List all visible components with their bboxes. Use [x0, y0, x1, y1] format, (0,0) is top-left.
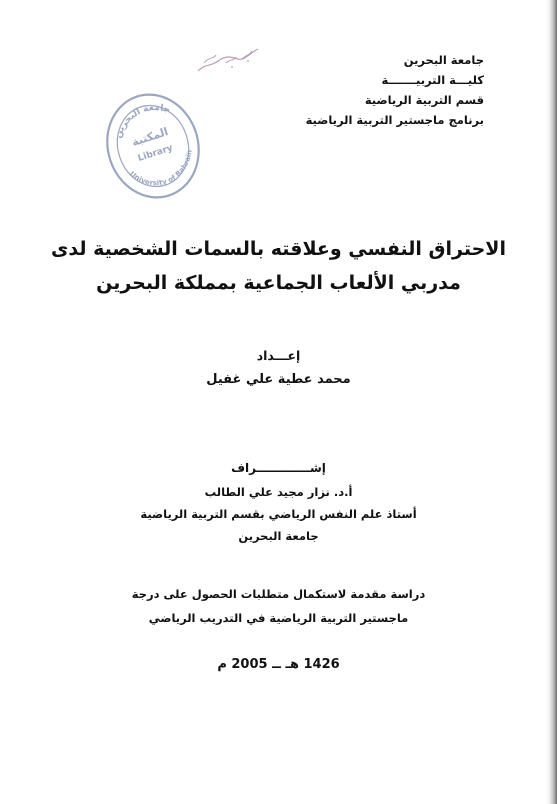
handwritten-annotation: [192, 45, 264, 75]
header-department: قسم التربية الرياضية: [364, 93, 484, 107]
author-name-text: محمد عطية علي غفيل: [206, 372, 351, 387]
title-line-1: الاحتراق النفسي وعلاقته بالسمات الشخصية لدى: [51, 238, 506, 260]
library-stamp: [102, 86, 204, 206]
supervisor-university: جامعة البحرين: [238, 529, 319, 543]
thesis-title: [0, 232, 557, 300]
supervisor-position: أستاذ علم النفس الرياضي بقسم التربية الرياضية: [140, 507, 417, 521]
date-text: 1426 هـ ــ 2005 م: [217, 657, 340, 672]
prepared-by-text: إعـــداد: [256, 348, 301, 363]
thesis-statement-line-1: دراسة مقدمة لاستكمال متطلبات الحصول على درجة: [131, 587, 426, 601]
stamp-arabic-text: جامعة البحرين: [113, 103, 172, 140]
university-header: [306, 50, 484, 130]
scan-edge-shadow: [547, 0, 557, 804]
date-line: [0, 657, 557, 672]
prepared-by-label: [0, 348, 557, 363]
thesis-statement: [0, 582, 557, 630]
supervision-label-text: إشـــــــــــــراف: [231, 461, 326, 475]
title-line-2: مدربي الألعاب الجماعية بمملكة البحرين: [96, 272, 461, 294]
author-name: [0, 372, 557, 387]
header-university: جامعة البحرين: [403, 53, 484, 67]
thesis-statement-line-2: ماجستير التربية الرياضية في التدريب الرياضي: [148, 611, 409, 625]
stamp-library-text: Library: [136, 143, 175, 164]
header-program: برنامج ماجستير التربية الرياضية: [305, 113, 484, 127]
supervisor-name: أ.د. نزار مجيد علي الطالب: [204, 485, 353, 499]
supervision-label: [0, 461, 557, 475]
stamp-center-text: المكتبة: [130, 125, 170, 149]
stamp-english-text: University of Bahrain: [128, 149, 194, 188]
supervisor-info: [0, 481, 557, 547]
header-college: كليـــة التربيـــــــة: [381, 73, 484, 87]
